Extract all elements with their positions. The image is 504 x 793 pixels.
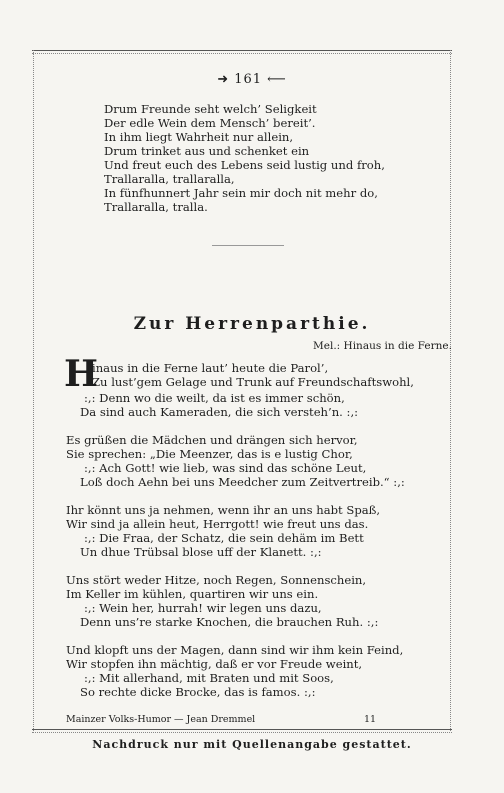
poem1-line: Trallaralla, tralla. <box>104 200 208 214</box>
poem2-line: :,: Ach Gott! wie lieb, was sind das schöne Leut, <box>84 461 367 475</box>
left-border <box>33 50 34 731</box>
poem2-line: Un dhue Trübsal blose uff der Klanett. :,: <box>80 545 322 559</box>
poem1-line: In ihm liegt Wahrheit nur allein, <box>104 130 294 144</box>
poem2-line: Uns stört weder Hitze, noch Regen, Sonnenschein, <box>66 573 367 587</box>
poem2-line: Loß doch Aehn bei uns Meedcher zum Zeitvertreib.“ :,: <box>80 475 405 489</box>
poem1-line: Trallaralla, trallaralla, <box>104 172 235 186</box>
poem1-line: Der edle Wein dem Mensch’ bereit’. <box>104 116 316 130</box>
melody-note: Mel.: Hinaus in die Ferne. <box>313 340 452 352</box>
page-number: ➜ 161 ⟵ <box>217 72 287 87</box>
poem1-line: Drum Freunde seht welch’ Seligkeit <box>104 102 317 116</box>
poem2-line: So rechte dicke Brocke, das is famos. :,: <box>80 685 316 699</box>
poem2-line: Ihr könnt uns ja nehmen, wenn ihr an uns habt Spaß, <box>66 503 381 517</box>
poem2-line: Da sind auch Kameraden, die sich versteh’n. :,: <box>80 405 359 419</box>
poem2-line: Und klopft uns der Magen, dann sind wir ihm kein Feind, <box>66 643 404 657</box>
footer-source: Mainzer Volks-Humor — Jean Dremmel <box>66 714 256 725</box>
poem2-line: :,: Wein her, hurrah! wir legen uns dazu, <box>84 601 322 615</box>
poem2-line: Sie sprechen: „Die Meenzer, das is e lustig Chor, <box>66 447 353 461</box>
poem1-line: Und freut euch des Lebens seid lustig und froh, <box>104 158 385 172</box>
drop-capital: H <box>64 353 99 395</box>
poem1-line: In fünfhunnert Jahr sein mir doch nit mehr do, <box>104 186 378 200</box>
right-border <box>450 50 451 731</box>
poem2-line: inaus in die Ferne laut’ heute die Parol’, <box>92 361 329 375</box>
poem2-line: Im Keller im kühlen, quartiren wir uns ein. <box>66 587 319 601</box>
top-border <box>32 50 452 51</box>
poem2-line: Zu lust’gem Gelage und Trunk auf Freundschaftswohl, <box>92 375 414 389</box>
copyright-notice: Nachdruck nur mit Quellenangabe gestattet. <box>92 738 412 751</box>
bottom-border <box>32 729 452 730</box>
poem2-line: Es grüßen die Mädchen und drängen sich hervor, <box>66 433 358 447</box>
poem2-line: :,: Mit allerhand, mit Braten und mit Soos, <box>84 671 334 685</box>
sheet-number: 11 <box>364 714 377 725</box>
poem2-line: Wir stopfen ihn mächtig, daß er vor Freude weint, <box>66 657 363 671</box>
poem2-line: :,: Denn wo die weilt, da ist es immer schön, <box>84 391 345 405</box>
poem2-line: Wir sind ja allein heut, Herrgott! wie freut uns das. <box>66 517 369 531</box>
poem2-line: :,: Die Fraa, der Schatz, die sein dehäm im Bett <box>84 531 364 545</box>
poem-title: Zur Herrenparthie. <box>133 314 371 334</box>
poem1-line: Drum trinket aus und schenket ein <box>104 144 310 158</box>
section-divider <box>212 245 284 246</box>
poem2-line: Denn uns’re starke Knochen, die brauchen Ruh. :,: <box>80 615 379 629</box>
